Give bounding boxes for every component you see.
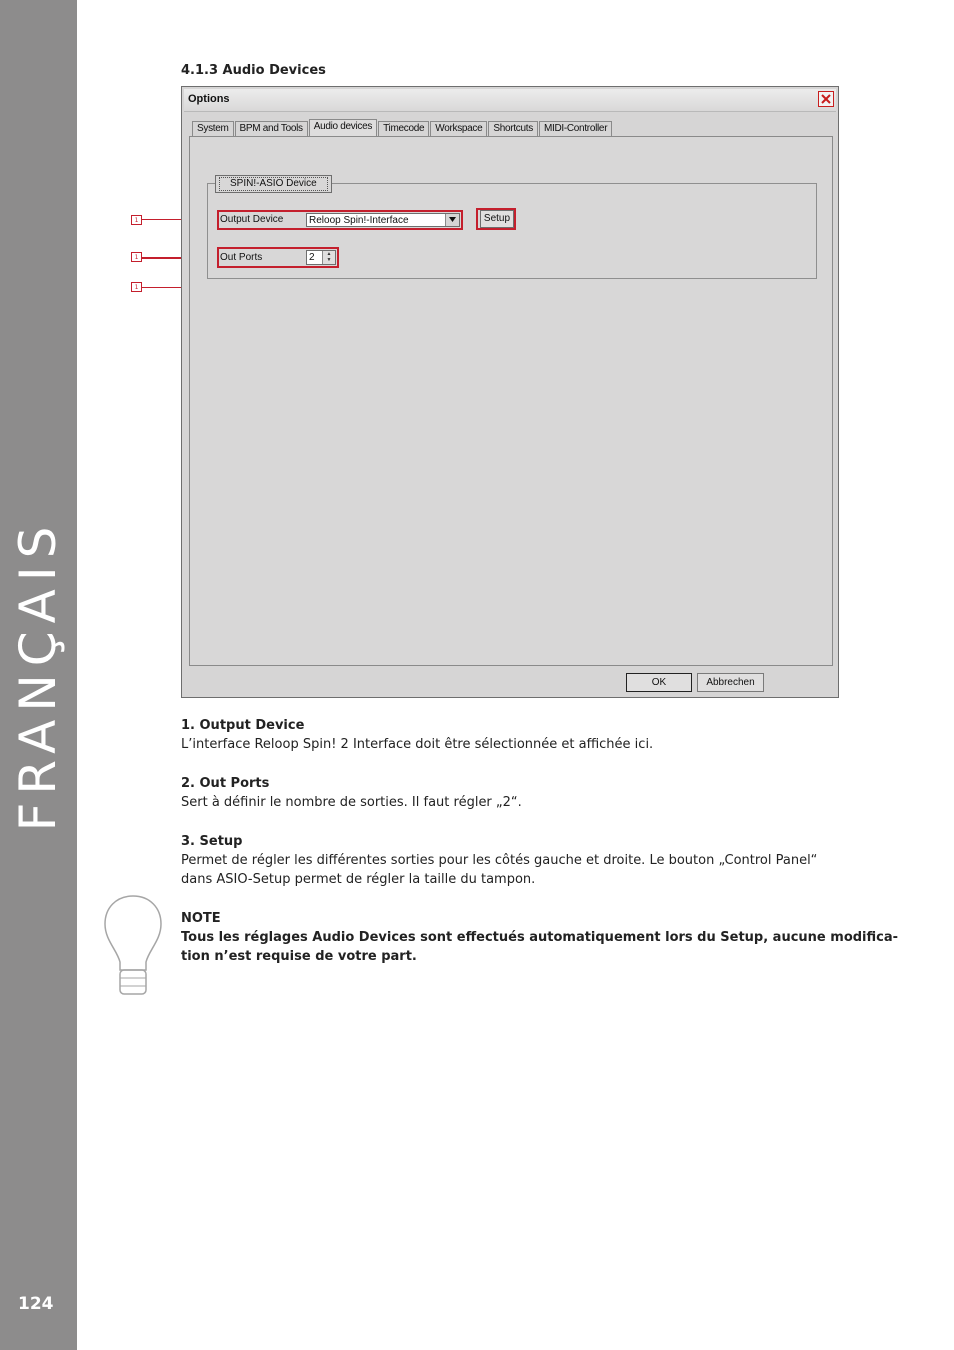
note-heading: NOTE [181, 911, 221, 926]
options-dialog [181, 86, 839, 698]
group-title: SPIN!-ASIO Device [215, 175, 332, 193]
item-body-line: dans ASIO-Setup permet de régler la taille du tampon. [181, 872, 536, 887]
setup-button[interactable]: Setup [480, 210, 514, 228]
tab-shortcuts[interactable]: Shortcuts [488, 121, 538, 136]
item-setup [181, 832, 817, 889]
item-output-device [181, 716, 653, 754]
close-button[interactable] [818, 91, 834, 107]
tab-timecode[interactable]: Timecode [378, 121, 429, 136]
dialog-title: Options [188, 93, 230, 105]
note-line: tion n’est requise de votre part. [181, 949, 417, 964]
tab-audio-devices[interactable]: Audio devices [309, 119, 377, 137]
audio-devices-panel [189, 136, 833, 666]
out-ports-label: Out Ports [220, 252, 263, 263]
page-number: 124 [18, 1294, 54, 1314]
tab-strip [192, 119, 613, 137]
close-icon [821, 94, 831, 104]
out-ports-value: 2 [309, 252, 315, 263]
section-title: 4.1.3 Audio Devices [181, 63, 326, 78]
output-device-highlight [217, 210, 463, 230]
item-body-line: Permet de régler les différentes sorties pour les côtés gauche et droite. Le bouton „Control Panel“ [181, 853, 818, 868]
item-out-ports [181, 774, 522, 812]
callout-marker-out-ports: 1 [131, 252, 142, 262]
item-body: Sert à définir le nombre de sorties. Il faut régler „2“. [181, 795, 522, 810]
callout-marker-output-device: 1 [131, 215, 142, 225]
item-body: L’interface Reloop Spin! 2 Interface doit être sélectionnée et affichée ici. [181, 737, 654, 752]
spin-asio-device-group [207, 178, 817, 279]
note-block [181, 909, 898, 966]
out-ports-highlight [217, 247, 339, 268]
note-line: Tous les réglages Audio Devices sont effectués automatiquement lors du Setup, aucune modifica- [181, 930, 899, 945]
tab-bpm-and-tools[interactable]: BPM and Tools [235, 121, 308, 136]
tab-system[interactable]: System [192, 121, 234, 136]
stepper-up-icon[interactable]: ▲ [326, 251, 332, 257]
item-heading: 2. Out Ports [181, 776, 270, 791]
output-device-label: Output Device [220, 214, 284, 225]
tab-workspace[interactable]: Workspace [430, 121, 487, 136]
stepper-down-icon[interactable]: ▼ [326, 257, 332, 263]
item-heading: 1. Output Device [181, 718, 305, 733]
cancel-button[interactable]: Abbrechen [697, 673, 764, 692]
lightbulb-icon [103, 894, 163, 998]
item-heading: 3. Setup [181, 834, 243, 849]
output-device-value: Reloop Spin!-Interface [309, 215, 409, 226]
tab-midi-controller[interactable]: MIDI-Controller [539, 121, 612, 136]
callout-marker-setup: 1 [131, 282, 142, 292]
sidebar-language-label: FRANÇAIS [9, 518, 67, 832]
setup-highlight [476, 208, 516, 230]
ok-button[interactable]: OK [626, 673, 692, 692]
dialog-titlebar[interactable] [184, 89, 836, 112]
